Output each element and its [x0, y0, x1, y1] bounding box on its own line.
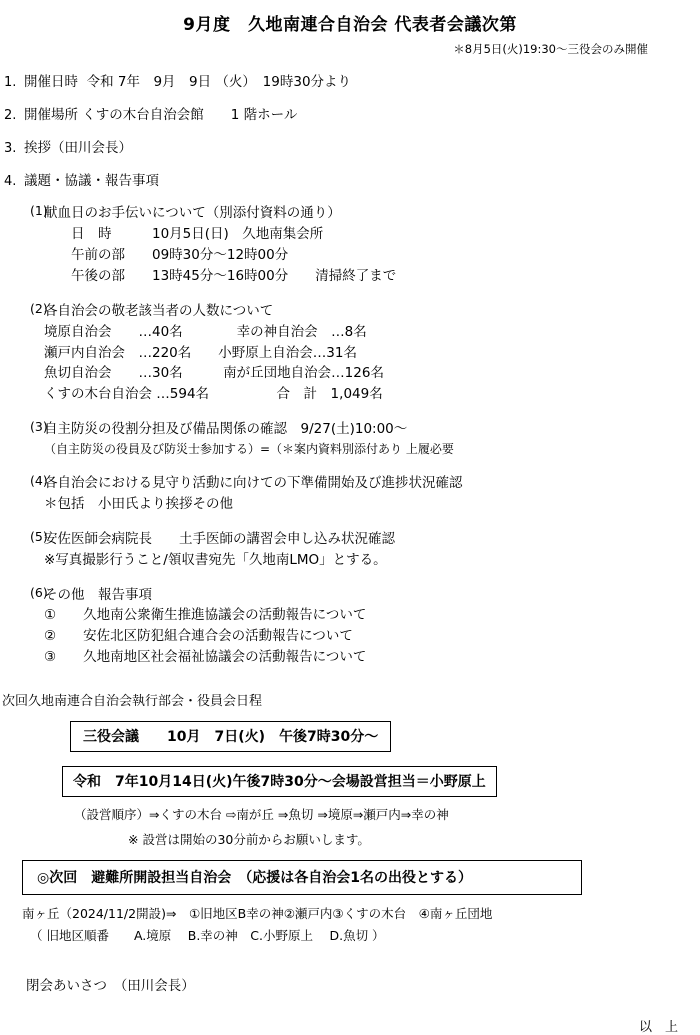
agenda-row-3: [0, 136, 700, 156]
item-body: [44, 529, 700, 571]
list-item: [0, 419, 700, 459]
shelter-assignment-box: ◎次回 避難所開設担当自治会 （応援は各自治会1名の出役とする）: [22, 860, 582, 895]
item-line: ※写真撮影行うこと/領収書宛先「久地南LMO」とする。: [44, 551, 387, 568]
item-line: 各自治会の敬老該当者の人数について: [44, 302, 274, 319]
item-tag: (3): [30, 419, 48, 435]
document-page: [0, 10, 700, 1034]
item-line: 瀬戸内自治会 …220名 小野原上自治会…31名: [44, 344, 357, 361]
item-line: 境原自治会 …40名 幸の神自治会 …8名: [44, 323, 367, 340]
item-line: 午後の部 13時45分～16時00分 清掃終了まで: [44, 267, 397, 284]
list-item: [0, 301, 700, 406]
list-item: [0, 529, 700, 571]
item-line: ② 安佐北区防犯組合連合会の活動報告について: [44, 628, 353, 645]
agenda-number: 1.: [4, 75, 17, 90]
list-item: [0, 473, 700, 515]
setup-box-wrap: [0, 766, 700, 797]
agenda-label: 開催日時 令和 7年 9月 9日 （火） 19時30分より: [24, 74, 352, 90]
item-body: [44, 203, 700, 287]
item-line: ③ 久地南地区社会福祉協議会の活動報告について: [44, 649, 367, 666]
agenda-sub-items: [0, 203, 700, 668]
shelter-box-wrap: [0, 860, 700, 895]
sanyaku-box-wrap: [0, 721, 700, 752]
agenda-number: 4.: [4, 174, 17, 189]
agenda-label: 議題・協議・報告事項: [24, 173, 159, 189]
item-line: 安佐医師会病院長 土手医師の講習会申し込み状況確認: [44, 530, 395, 547]
shelter-old-order-line: （ 旧地区順番 A.境原 B.幸の神 C.小野原上 D.魚切 ）: [30, 928, 385, 944]
item-line: （自主防災の役員及び防災士参加する）=（＊案内資料別添付あり 上履必要: [44, 442, 454, 457]
page-title: 9月度 久地南連合自治会 代表者会議次第: [183, 15, 517, 35]
item-line: 各自治会における見守り活動に向けての下準備開始及び進捗状況確認: [44, 474, 463, 491]
list-item: [0, 203, 700, 287]
agenda-row-4: [0, 169, 700, 189]
item-tag: (6): [30, 584, 48, 600]
item-line: その他 報告事項: [44, 586, 152, 603]
agenda-label: 開催場所 くすの木台自治会館 1 階ホール: [24, 107, 298, 123]
setup-assignment-box: 令和 7年10月14日(火)午後7時30分～会場設営担当＝小野原上: [62, 766, 497, 797]
item-line: 魚切自治会 …30名 南が丘団地自治会…126名: [44, 365, 384, 382]
list-item: [0, 585, 700, 669]
agenda-number: 2.: [4, 108, 17, 123]
item-line: 日 時 10月5日(日) 久地南集会所: [44, 225, 324, 242]
agenda-row-1: [0, 70, 700, 90]
item-tag: (4): [30, 472, 48, 488]
shelter-rotation-line: 南ヶ丘（2024/11/2開設)⇒ ①旧地区B幸の神②瀬戸内③くすの木台 ④南ヶ丘団地: [22, 906, 493, 922]
end-marker: 以 上: [638, 1020, 678, 1035]
item-line: ＊包括 小田氏より挨拶その他: [44, 495, 233, 512]
item-line: 献血日のお手伝いについて（別添付資料の通り）: [44, 205, 341, 221]
agenda-row-2: [0, 103, 700, 123]
item-body: [44, 419, 700, 459]
item-body: [44, 473, 700, 515]
item-tag: (1): [30, 203, 48, 218]
item-line: 自主防災の役割分担及び備品関係の確認 9/27(土)10:00～: [44, 421, 408, 438]
item-tag: (2): [30, 300, 48, 316]
setup-note-line: ※ 設営は開始の30分前からお願いします。: [128, 832, 370, 848]
closing-remarks: 閉会あいさつ （田川会長）: [26, 978, 195, 995]
setup-order-line: （設営順序）⇒くすの木台 ⇨南が丘 ⇒魚切 ⇒境原⇒瀬戸内⇒幸の神: [74, 807, 449, 823]
subnote: ＊8月5日(火)19:30～三役会のみ開催: [453, 42, 648, 56]
agenda-number: 3.: [4, 141, 17, 156]
sanyaku-meeting-box: 三役会議 10月 7日(火) 午後7時30分～: [70, 721, 391, 752]
item-body: [44, 301, 700, 406]
next-meeting-heading: 次回久地南連合自治会執行部会・役員会日程: [2, 694, 263, 710]
item-line: 午前の部 09時30分～12時00分: [44, 246, 289, 263]
item-tag: (5): [30, 528, 48, 544]
agenda-label: 挨拶（田川会長）: [24, 140, 132, 156]
item-line: くすの木台自治会 …594名 合 計 1,049名: [44, 386, 383, 403]
item-line: ① 久地南公衆衛生推進協議会の活動報告について: [44, 607, 367, 624]
item-body: [44, 585, 700, 669]
